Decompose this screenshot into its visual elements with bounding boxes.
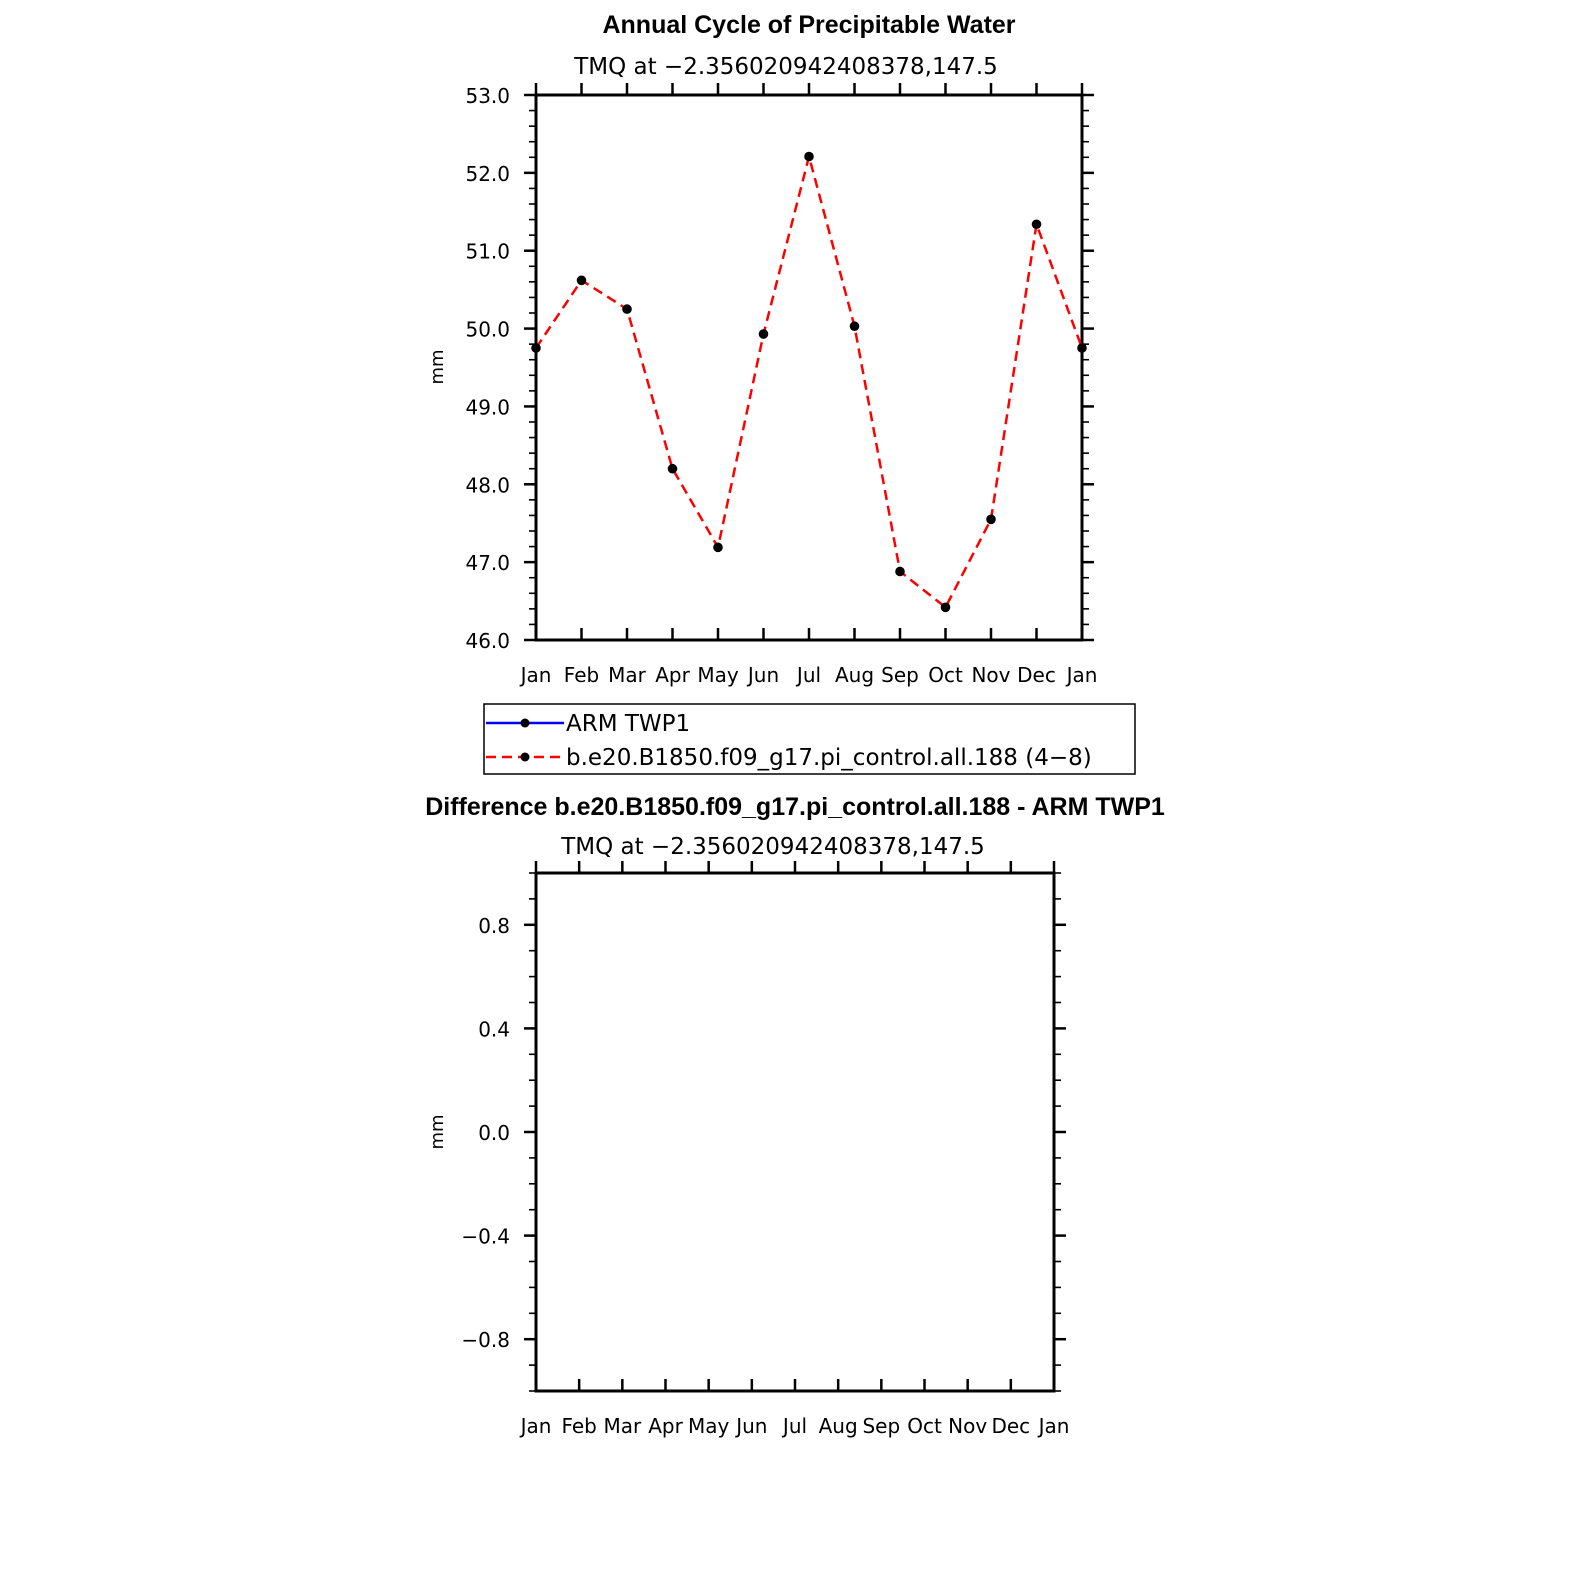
- legend-marker-model: [521, 753, 530, 762]
- x-tick-label: Jan: [1066, 663, 1098, 687]
- y-tick-label: 51.0: [465, 239, 510, 264]
- data-point: [622, 304, 632, 314]
- x-tick-label: Jul: [796, 663, 822, 687]
- data-point: [713, 543, 723, 553]
- x-tick-label: Dec: [991, 1414, 1031, 1438]
- y-tick-label: 53.0: [465, 84, 510, 108]
- data-point: [804, 152, 814, 162]
- x-tick-label: Oct: [928, 663, 963, 687]
- x-tick-label: Feb: [561, 1414, 597, 1438]
- y-tick-label: 0.4: [478, 1017, 510, 1042]
- x-tick-label: Nov: [971, 663, 1011, 687]
- plot-frame: [536, 95, 1082, 640]
- data-point: [1032, 219, 1042, 229]
- chart-title: Difference b.e20.B1850.f09_g17.pi_control.all.188 - ARM TWP1: [425, 793, 1165, 821]
- x-tick-label: May: [687, 1414, 730, 1438]
- x-tick-label: Sep: [862, 1414, 901, 1438]
- y-tick-label: 47.0: [465, 551, 510, 576]
- difference-panel: [425, 793, 1165, 1438]
- x-tick-label: May: [697, 663, 739, 687]
- x-tick-label: Dec: [1017, 663, 1056, 687]
- x-tick-label: Apr: [648, 1414, 683, 1438]
- x-tick-label: Jul: [782, 1414, 808, 1438]
- y-tick-label: 48.0: [465, 473, 510, 498]
- chart-subtitle: TMQ at −2.356020942408378,147.5: [574, 54, 998, 80]
- x-tick-label: Oct: [907, 1414, 942, 1438]
- y-tick-label: 49.0: [465, 395, 510, 420]
- data-point: [759, 329, 769, 339]
- x-tick-label: Aug: [818, 1414, 858, 1438]
- y-axis-label: mm: [427, 1114, 448, 1150]
- chart-title: Annual Cycle of Precipitable Water: [602, 11, 1016, 39]
- data-point: [1077, 343, 1087, 353]
- x-tick-label: Jan: [520, 1414, 552, 1438]
- y-tick-label: 50.0: [465, 317, 510, 342]
- x-tick-labels: [519, 663, 1098, 687]
- legend-marker-arm-twp1: [521, 719, 530, 728]
- y-tick-label: −0.4: [461, 1224, 510, 1249]
- data-point: [850, 321, 860, 331]
- x-tick-label: Feb: [563, 663, 600, 687]
- x-tick-label: Sep: [881, 663, 919, 687]
- x-tick-label: Mar: [603, 1414, 642, 1438]
- data-point: [668, 464, 678, 474]
- annual-cycle-panel: [427, 11, 1097, 687]
- y-tick-labels: [465, 84, 510, 653]
- data-point: [941, 603, 951, 613]
- x-tick-label: Aug: [834, 663, 875, 687]
- y-tick-label: −0.8: [461, 1328, 510, 1353]
- legend-label-model: b.e20.B1850.f09_g17.pi_control.all.188 (4−8): [566, 745, 1092, 771]
- series-line: [536, 157, 1082, 608]
- chart-subtitle: TMQ at −2.356020942408378,147.5: [561, 834, 985, 860]
- y-tick-label: 46.0: [465, 629, 510, 653]
- legend-label-arm-twp1: ARM TWP1: [566, 711, 691, 737]
- y-tick-label: 0.0: [478, 1121, 510, 1145]
- legend: [484, 704, 1135, 774]
- axis-ticks: [524, 861, 1066, 1391]
- x-tick-label: Jun: [736, 1414, 768, 1438]
- data-point: [577, 276, 587, 286]
- x-tick-label: Apr: [655, 663, 690, 687]
- x-tick-label: Jun: [747, 663, 780, 687]
- plot-frame: [536, 873, 1054, 1391]
- x-tick-label: Mar: [608, 663, 646, 687]
- data-point: [531, 343, 541, 353]
- x-tick-labels: [519, 1414, 1070, 1438]
- y-tick-label: 52.0: [465, 161, 510, 186]
- x-tick-label: Jan: [520, 663, 552, 687]
- y-tick-label: 0.8: [478, 913, 510, 938]
- y-axis-label: mm: [427, 349, 448, 385]
- data-point: [986, 515, 996, 525]
- data-point: [895, 567, 905, 577]
- x-tick-label: Nov: [948, 1414, 988, 1438]
- x-tick-label: Jan: [1038, 1414, 1070, 1438]
- y-tick-labels: [461, 914, 510, 1352]
- axis-ticks: [524, 83, 1094, 640]
- series-layer: [531, 152, 1087, 612]
